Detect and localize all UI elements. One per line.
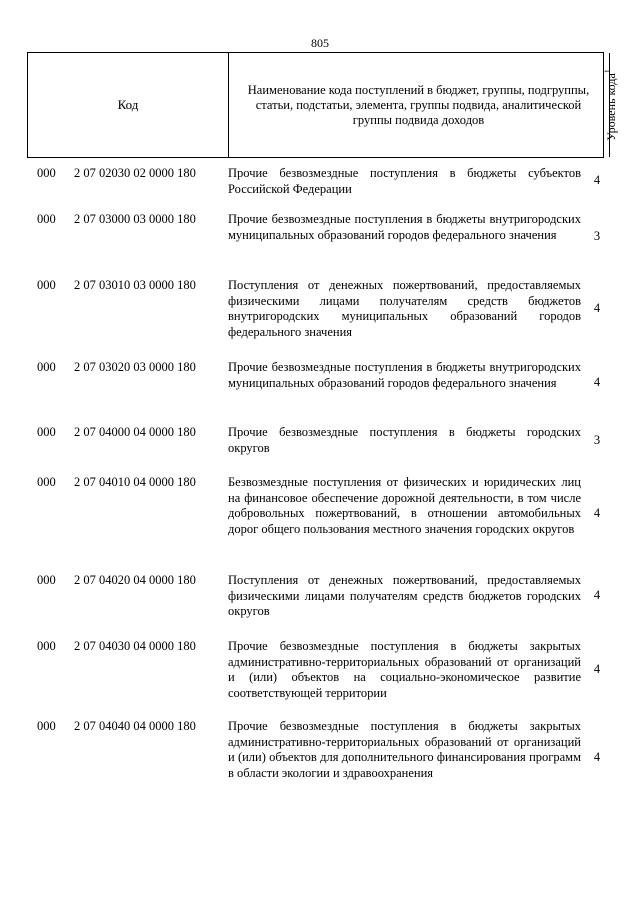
header-name: Наименование кода поступлений в бюджет, группы, подгруппы, статьи, подстатьи, элемента, группы подвида, аналитической группы подвида доходов [228,53,610,157]
row-name: Поступления от денежных пожертвований, предоставляемых физическими лицами получателям средств бюджетов внутригородских муниципальных образований городов федерального значения [228,278,581,339]
row-admin-code: 000 [37,212,56,226]
table-header [27,52,618,158]
row-admin-code: 000 [37,166,56,180]
row-revenue-code: 2 07 04020 04 0000 180 [74,573,196,587]
header-level [598,53,618,157]
row-name: Прочие безвозмездные поступления в бюджеты внутригородских муниципальных образований городов федерального значения [228,360,581,390]
row-revenue-code: 2 07 03000 03 0000 180 [74,212,196,226]
row-level: 4 [593,588,601,602]
row-revenue-code: 2 07 04030 04 0000 180 [74,639,196,653]
row-revenue-code: 2 07 02030 02 0000 180 [74,166,196,180]
row-name: Прочие безвозмездные поступления в бюджеты субъектов Российской Федерации [228,166,581,196]
header-level-label: Уровень кода [604,73,618,141]
row-level: 4 [593,375,601,389]
row-revenue-code: 2 07 03010 03 0000 180 [74,278,196,292]
row-level: 4 [593,506,601,520]
row-admin-code: 000 [37,360,56,374]
row-admin-code: 000 [37,573,56,587]
row-revenue-code: 2 07 04000 04 0000 180 [74,425,196,439]
row-level: 3 [593,433,601,447]
row-name: Прочие безвозмездные поступления в бюджеты внутригородских муниципальных образований городов федерального значения [228,212,581,242]
row-level: 4 [593,173,601,187]
row-name: Поступления от денежных пожертвований, предоставляемых физическими лицами получателям средств бюджетов городских округов [228,573,581,618]
row-level: 4 [593,301,601,315]
row-admin-code: 000 [37,719,56,733]
row-revenue-code: 2 07 03020 03 0000 180 [74,360,196,374]
row-admin-code: 000 [37,425,56,439]
row-name: Безвозмездные поступления от физических и юридических лиц на финансовое обеспечение дорожной деятельности, в том числе добровольных пожертвований, в отношении автомобильных дорог общего пользования местного значения городских округов [228,475,581,536]
row-revenue-code: 2 07 04040 04 0000 180 [74,719,196,733]
row-level: 4 [593,750,601,764]
row-revenue-code: 2 07 04010 04 0000 180 [74,475,196,489]
row-name: Прочие безвозмездные поступления в бюджеты закрытых административно-территориальных образований от организаций и (или) объектов на социально-экономическое развитие соответствующей территории [228,639,581,700]
header-code: Код [28,53,229,157]
row-name: Прочие безвозмездные поступления в бюджеты закрытых административно-территориальных образований от организаций и (или) объектов для дополнительного финансирования программ в области экологии и здравоохранения [228,719,581,780]
row-admin-code: 000 [37,278,56,292]
row-name: Прочие безвозмездные поступления в бюджеты городских округов [228,425,581,455]
row-admin-code: 000 [37,639,56,653]
row-level: 3 [593,229,601,243]
row-admin-code: 000 [37,475,56,489]
page-number: 805 [311,36,329,50]
row-level: 4 [593,662,601,676]
header-level-footnote: 1 [603,69,612,74]
